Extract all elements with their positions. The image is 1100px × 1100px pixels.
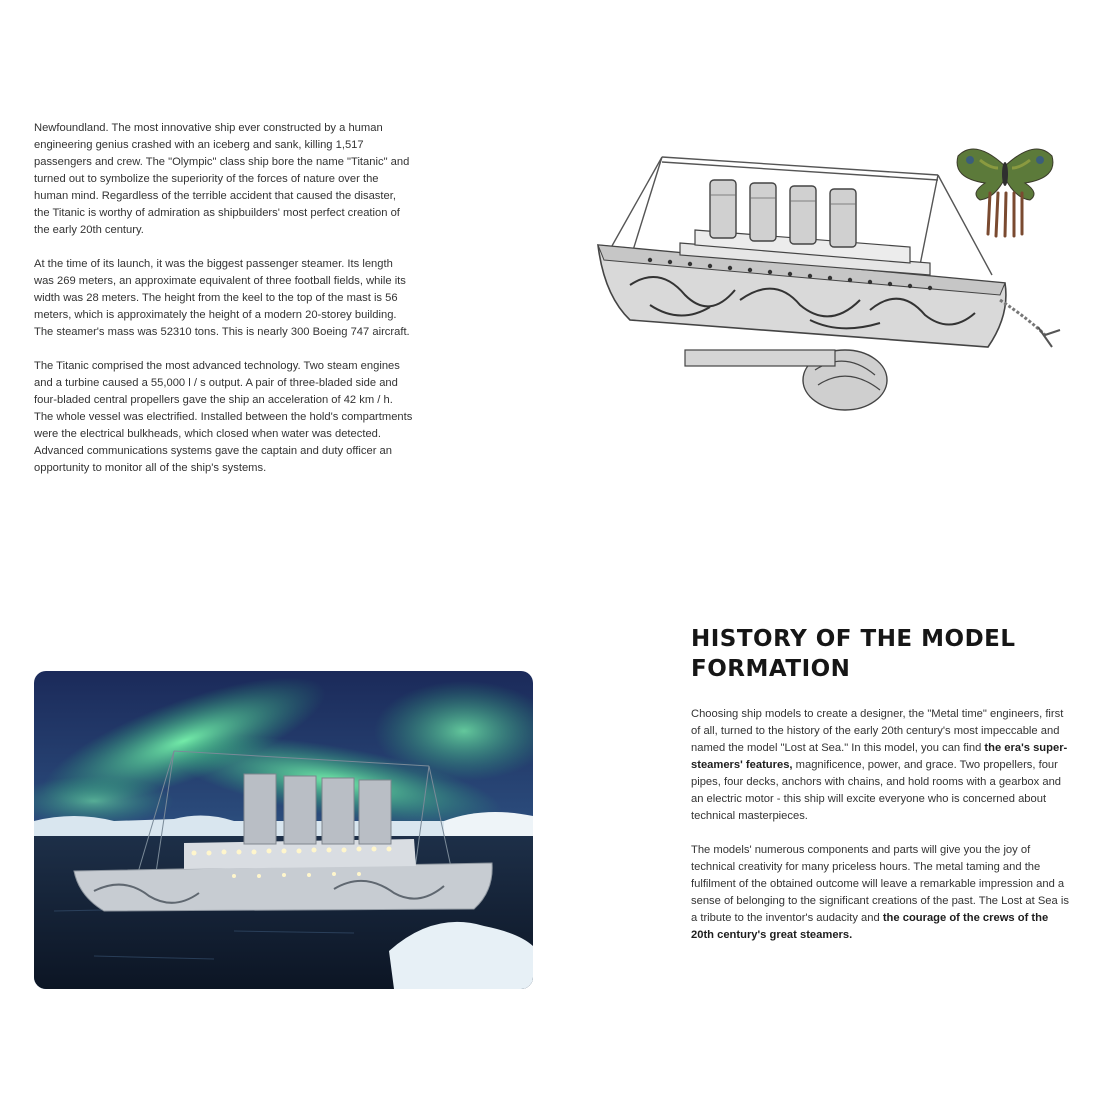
history-text (691, 706, 1071, 961)
history-p2-text-a: The models' numerous components and parts will give you the joy of technical creativity for many priceless hours. The metal taming and the fulfilment of the obtained outcome will leave a remarkable impression and a sense of belonging to the significant creations of the past. The Lost at Sea is a tribute to the inventor's audacity and (691, 844, 1069, 924)
intro-text (34, 120, 414, 494)
history-p1-text-b: magnificence, power, and grace. Two propellers, four pipes, four decks, anchors with chains, and hold rooms with a gearbox and an electric motor - this ship will excite everyone who is concerned about technical masterpieces. (691, 759, 1062, 822)
history-paragraph-2 (691, 842, 1071, 944)
intro-paragraph-1: Newfoundland. The most innovative ship ever constructed by a human engineering genius crashed with an iceberg and sank, killing 1,517 passengers and crew. The "Olympic" class ship bore the name "Titanic" and turned out to symbolize the superiority of the forces of nature over the human mind. Regardless of the terrible accident that caused the disaster, the Titanic is worthy of admiration as shipbuilders' most perfect creation of the early 20th century. (34, 122, 410, 236)
intro-paragraph-2: At the time of its launch, it was the biggest passenger steamer. Its length was 269 meters, an approximate equivalent of three football fields, while its width was 28 meters. The height from the keel to the top of the mast is 56 meters, which is approximately the height of a modern 20-storey building. The steamer's mass was 52310 tons. This is nearly 300 Boeing 747 aircraft. (34, 258, 410, 338)
history-p1-bold: the era's super-steamers' features, (691, 742, 1068, 771)
history-paragraph-1 (691, 706, 1071, 825)
ship-aurora-render-icon (34, 671, 533, 989)
history-p1-text-a: Choosing ship models to create a designer, the "Metal time" engineers, first of all, turned to the history of the early 20th century's most impeccable and named the model "Lost at Sea." In this model, you can find (691, 708, 1064, 754)
intro-paragraph-3: The Titanic comprised the most advanced technology. Two steam engines and a turbine caused a 55,000 l / s output. A pair of three-bladed side and four-bladed central propellers gave the ship an acceleration of 42 km / h. The whole vessel was electrified. Installed between the hold's compartments were the electrical bulkheads, which closed when water was detected. Advanced communications systems gave the captain and duty officer an opportunity to monitor all of the ship's systems. (34, 360, 413, 474)
butterfly-icon (950, 138, 1060, 238)
history-p2-bold: the courage of the crews of the 20th century's great steamers. (691, 912, 1049, 941)
section-title: HISTORY OF THE MODEL FORMATION (691, 626, 1016, 682)
